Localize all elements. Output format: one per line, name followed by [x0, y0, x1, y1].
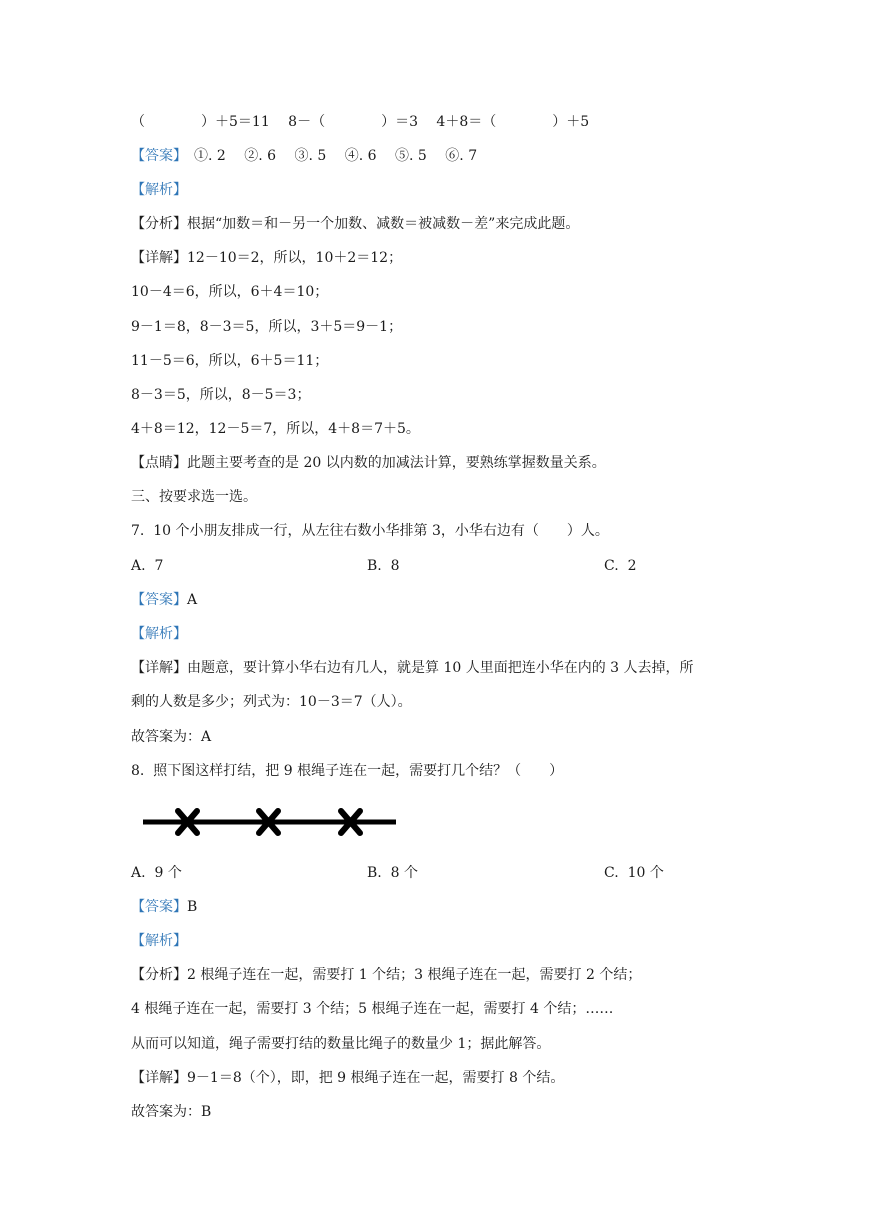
q7-conclusion: 故答案为：A: [131, 729, 212, 745]
q6-answer: [131, 147, 477, 165]
q7-option-b: B. 8: [367, 558, 400, 574]
q6-dianjing: 【点睛】此题主要考查的是 20 以内数的加减法计算，要熟练掌握数量关系。: [131, 455, 606, 471]
q8-option-c: C. 10 个: [604, 865, 664, 881]
q7-answer: [131, 591, 197, 609]
q6-detail-4: 11－5＝6，所以，6＋5＝11；: [131, 353, 329, 369]
answer-text: A: [187, 592, 198, 608]
fill-blank-line: （ ）＋5＝11 8－（ ）＝3 4＋8＝（ ）＋5: [131, 114, 590, 130]
answer-tag: 【答案】: [131, 899, 187, 915]
q7-detail-1: 【详解】由题意，要计算小华右边有几人，就是算 10 人里面把连小华在内的 3 人去掉，所: [131, 660, 694, 676]
answer-tag: 【答案】: [131, 148, 180, 164]
q6-fenxi: 【分析】根据“加数＝和－另一个加数、减数＝被减数－差”来完成此题。: [131, 216, 580, 232]
q8-conclusion: 故答案为：B: [131, 1104, 212, 1120]
rope-knot-figure: [140, 802, 400, 842]
q7-question: 7. 10 个小朋友排成一行，从左往右数小华排第 3，小华右边有（ ）人。: [131, 523, 609, 539]
q8-question: 8. 照下图这样打结，把 9 根绳子连在一起，需要打几个结？（ ）: [131, 763, 564, 779]
answer-text: ①. 2 ②. 6 ③. 5 ④. 6 ⑤. 5 ⑥. 7: [180, 148, 478, 164]
q6-detail-5: 8－3＝5，所以，8－5＝3；: [131, 387, 311, 403]
q8-analysis-tag: 【解析】: [131, 933, 187, 949]
q6-detail-2: 10－4＝6，所以，6＋4＝10；: [131, 284, 329, 300]
q6-detail-3: 9－1＝8，8－3＝5，所以，3＋5＝9－1；: [131, 319, 403, 335]
q7-analysis-tag: 【解析】: [131, 626, 187, 642]
q8-fenxi-1: 【分析】2 根绳子连在一起，需要打 1 个结；3 根绳子连在一起，需要打 2 个结；: [131, 967, 642, 983]
q8-fenxi-2: 4 根绳子连在一起，需要打 3 个结；5 根绳子连在一起，需要打 4 个结；……: [131, 1001, 614, 1017]
answer-text: B: [187, 899, 198, 915]
q8-answer: [131, 898, 197, 916]
q8-detail: 【详解】9－1＝8（个），即，把 9 根绳子连在一起，需要打 8 个结。: [131, 1070, 565, 1086]
q6-detail-6: 4＋8＝12，12－5＝7，所以，4＋8＝7＋5。: [131, 421, 420, 437]
q7-option-a: A. 7: [131, 558, 164, 574]
q8-option-a: A. 9 个: [131, 865, 182, 881]
q6-detail-1: 【详解】12－10＝2，所以，10＋2＝12；: [131, 250, 403, 266]
section-heading: 三、按要求选一选。: [131, 489, 257, 505]
q8-option-b: B. 8 个: [367, 865, 418, 881]
q8-fenxi-3: 从而可以知道，绳子需要打结的数量比绳子的数量少 1；据此解答。: [131, 1036, 551, 1052]
answer-tag: 【答案】: [131, 592, 187, 608]
q7-detail-2: 剩的人数是多少；列式为：10－3＝7（人）。: [131, 694, 412, 710]
q6-analysis-tag: 【解析】: [131, 182, 187, 198]
q7-option-c: C. 2: [604, 558, 637, 574]
